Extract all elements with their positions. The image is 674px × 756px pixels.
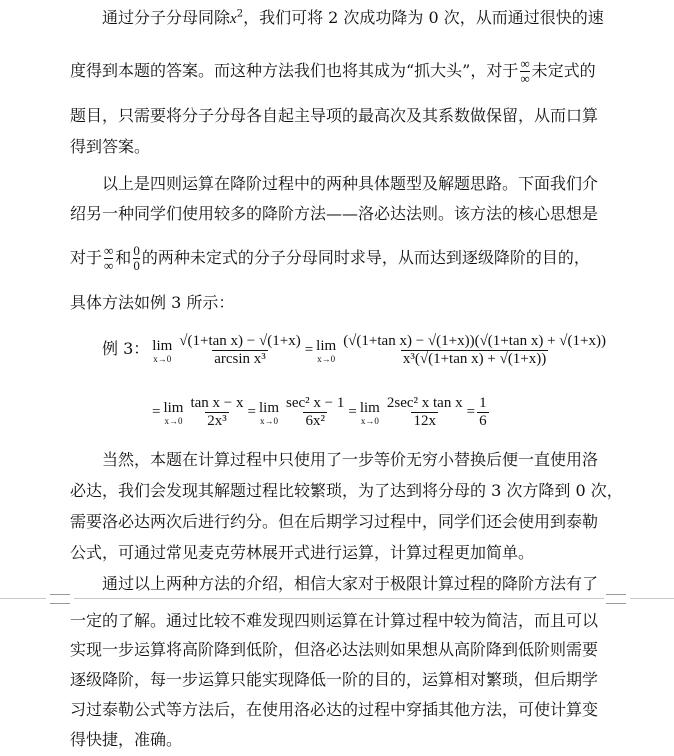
para2-line3 — [70, 244, 590, 273]
math-var-x: x — [230, 11, 237, 27]
para4-line6: 得快捷，准确。 — [70, 730, 183, 749]
fraction-numerator: (√(1+tan x) − √(1+x))(√(1+tan x) + √(1+x)) — [343, 333, 606, 350]
fraction-numerator: sec² x − 1 — [286, 395, 345, 412]
fraction-3 — [188, 395, 245, 430]
limit-subscript: x→0 — [153, 353, 172, 364]
limit-operator — [259, 400, 279, 426]
page-break-divider — [0, 594, 674, 604]
page-edge-line-center — [74, 598, 604, 599]
para4-line5: 习过泰勒公式等方法后，在使用洛必达的过程中穿插其他方法，可使计算变 — [70, 700, 599, 719]
fraction-denominator: x³(√(1+tan x) + √(1+x)) — [402, 351, 547, 368]
limit-word: lim — [259, 399, 280, 416]
limit-word: lim — [163, 399, 184, 416]
zero-over-zero-fraction — [133, 244, 140, 273]
fraction-5 — [385, 395, 465, 430]
limit-operator — [163, 400, 183, 426]
para2-text: 的两种未定式的分子分母同时求导，从而达到逐级降阶的目的， — [141, 248, 590, 267]
page-corner-mark-left — [50, 594, 70, 604]
limit-operator — [360, 400, 380, 426]
math-exponent: 2 — [236, 8, 244, 20]
example3-formula-line1 — [102, 331, 610, 368]
para1-line3: 题目，只需要将分子分母各自起主导项的最高次及其系数做保留，从而口算 — [70, 106, 599, 125]
page-edge-line-right — [630, 598, 674, 599]
inf-over-inf-fraction — [104, 244, 113, 273]
fraction-denominator: 0 — [133, 258, 140, 273]
limit-word: lim — [316, 337, 337, 354]
para4-line2: 一定的了解。通过比较不难发现四则运算在计算过程中较为简洁，而且可以 — [70, 611, 599, 630]
para2-text: 对于 — [70, 248, 103, 267]
limit-subscript: x→0 — [360, 415, 379, 426]
fraction-4 — [284, 395, 346, 430]
para1-text: 通过分子分母同除 — [102, 8, 231, 27]
equals-sign: = — [348, 404, 357, 420]
para2-line4: 具体方法如例 3 所示： — [70, 293, 235, 312]
fraction-denominator: ∞ — [104, 258, 114, 273]
fraction-1 — [177, 333, 302, 368]
para3-line3: 需要洛必达两次后进行约分。但在后期学习过程中，同学们还会使用到泰勒 — [70, 512, 599, 531]
inf-over-inf-fraction — [520, 57, 529, 86]
limit-word: lim — [152, 337, 173, 354]
equals-sign: = — [466, 404, 476, 420]
para2-line2: 绍另一种同学们使用较多的降阶方法——洛必达法则。该方法的核心思想是 — [70, 204, 599, 223]
para3-line2: 必达，我们会发现其解题过程比较繁琐，为了达到将分母的 3 次方降到 0 次， — [70, 481, 623, 500]
limit-subscript: x→0 — [260, 415, 278, 426]
fraction-numerator: ∞ — [104, 243, 114, 258]
fraction-denominator: 6x² — [305, 413, 325, 430]
para1-line2 — [70, 57, 596, 86]
para1-line1 — [102, 8, 604, 29]
para4-line1: 通过以上两种方法的介绍，相信大家对于极限计算过程的降阶方法有了 — [102, 574, 599, 593]
para2-text: 和 — [115, 248, 132, 267]
para2-line1: 以上是四则运算在降阶过程中的两种具体题型及解题思路。下面我们介 — [102, 174, 599, 193]
equals-sign: = — [304, 342, 314, 358]
page-edge-line-left — [0, 598, 46, 599]
para1-text: ，我们可将 2 次成功降为 0 次，从而通过很快的速 — [243, 8, 604, 27]
para3-line1: 当然，本题在计算过程中只使用了一步等价无穷小替换后便一直使用洛 — [102, 450, 599, 469]
limit-word: lim — [359, 399, 380, 416]
fraction-denominator: 2x³ — [207, 413, 227, 430]
para1-line4: 得到答案。 — [70, 137, 151, 156]
fraction-numerator: ∞ — [520, 56, 530, 71]
para3-line4: 公式，可通过常见麦克劳林展开式进行运算，计算过程更加简单。 — [70, 543, 535, 562]
para1-text: 未定式的 — [531, 61, 596, 80]
para1-text: 度得到本题的答案。而这种方法我们也将其成为“抓大头”，对于 — [70, 61, 519, 80]
example-label: 例 3： — [102, 339, 150, 358]
limit-subscript: x→0 — [317, 353, 336, 364]
fraction-denominator: 12x — [413, 413, 436, 430]
limit-operator — [316, 338, 336, 364]
limit-subscript: x→0 — [164, 415, 183, 426]
page-corner-mark-right — [606, 594, 626, 604]
equals-sign: = — [247, 404, 256, 420]
fraction-numerator: tan x − x — [190, 395, 244, 412]
fraction-numerator: 0 — [133, 243, 140, 258]
equals-sign: = — [152, 404, 161, 420]
para4-line3: 实现一步运算将高阶降到低阶，但洛必达法则如果想从高阶降到低阶则需要 — [70, 640, 599, 659]
fraction-denominator: arcsin x³ — [214, 351, 266, 368]
limit-operator — [152, 338, 172, 364]
para4-line4: 逐级降阶，每一步运算只能实现降低一阶的目的，运算相对繁琐，但后期学 — [70, 670, 599, 689]
fraction-2 — [341, 333, 608, 368]
example3-formula-line2 — [152, 394, 491, 430]
fraction-numerator: 1 — [479, 395, 487, 412]
result-fraction — [477, 395, 489, 430]
fraction-denominator: ∞ — [520, 71, 530, 86]
fraction-numerator: 2sec² x tan x — [386, 395, 463, 412]
fraction-numerator: √(1+tan x) − √(1+x) — [179, 333, 301, 350]
fraction-denominator: 6 — [479, 413, 487, 430]
